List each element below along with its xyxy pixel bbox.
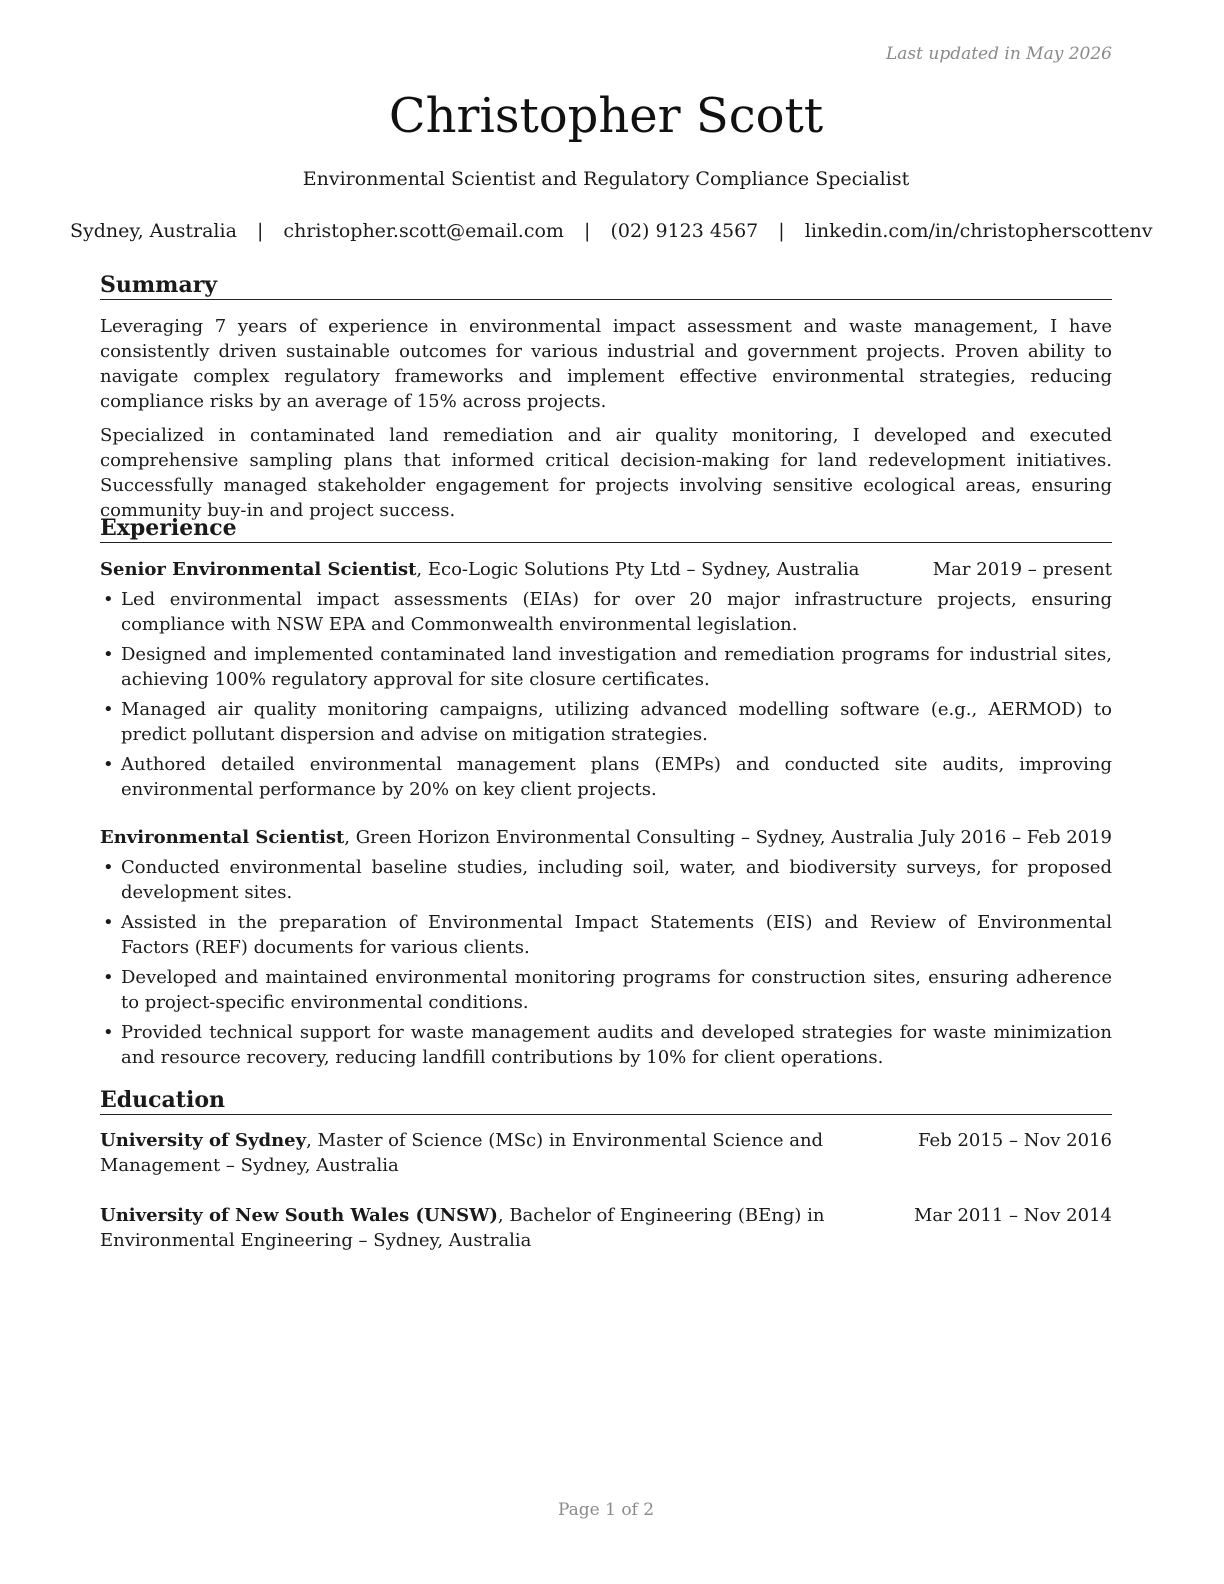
contact-separator: | — [256, 220, 264, 242]
last-updated-note: Last updated in May 2026 — [885, 44, 1112, 64]
job-bullet — [100, 855, 1112, 905]
bullet-icon: • — [103, 912, 114, 933]
summary-paragraph: Specialized in contaminated land remediation and air quality monitoring, I developed and executed comprehensive sampling plans that informed critical decision-making for land redevelopment initiatives. Successfully managed stakeholder engagement for projects involving sensitive ecological areas, ensuring community buy-in and project success. — [100, 425, 1112, 521]
job-org-location: , Eco-Logic Solutions Pty Ltd – Sydney, Australia — [416, 559, 860, 580]
bullet-icon: • — [103, 967, 114, 988]
job-bullet-text: Developed and maintained environmental monitoring programs for construction sites, ensuring adherence to project-specific environmental conditions. — [121, 967, 1112, 1013]
job-bullet — [100, 1020, 1112, 1070]
job-bullet — [100, 697, 1112, 747]
education-title-line — [100, 1203, 890, 1253]
education-details: , Bachelor of Engineering (BEng) in Environmental Engineering – Sydney, Australia — [100, 1205, 825, 1251]
section-title-experience: Experience — [100, 514, 1112, 543]
job-bullet-text: Conducted environmental baseline studies, including soil, water, and biodiversity surveys, for proposed development sites. — [121, 857, 1112, 903]
education-institution: University of Sydney — [100, 1130, 307, 1151]
contact-separator: | — [584, 220, 591, 242]
bullet-icon: • — [103, 644, 114, 665]
job-title-line — [100, 825, 914, 850]
section-title-summary: Summary — [100, 271, 1112, 300]
candidate-name: Christopher Scott — [388, 88, 824, 144]
education-institution: University of New South Wales (UNSW) — [100, 1205, 498, 1226]
summary-paragraph: Leveraging 7 years of experience in environmental impact assessment and waste management, I have consistently driven sustainable outcomes for various industrial and government projects. Proven ability to navigate complex regulatory frameworks and implement effective environmental strategies, reducing compliance risks by an average of 15% across projects. — [100, 316, 1112, 412]
education-dates: Mar 2011 – Nov 2014 — [913, 1205, 1112, 1226]
job-bullet — [100, 587, 1112, 637]
resume-page — [70, 0, 1153, 1584]
education-entry — [100, 1203, 1112, 1253]
education-details: , Master of Science (MSc) in Environmental Science and Management – Sydney, Australia — [100, 1130, 824, 1176]
contact-linkedin-link[interactable]: linkedin.com/in/christopherscottenv — [804, 220, 1153, 242]
page-number: Page 1 of 2 — [557, 1500, 655, 1520]
job-bullet-text: Led environmental impact assessments (EIAs) for over 20 major infrastructure projects, ensuring compliance with NSW EPA and Commonwealth environmental legislation. — [121, 589, 1112, 635]
education-entry — [100, 1128, 1112, 1178]
education-dates: Feb 2015 – Nov 2016 — [918, 1130, 1112, 1151]
job-bullet-text: Designed and implemented contaminated land investigation and remediation programs for industrial sites, achieving 100% regulatory approval for site closure certificates. — [121, 644, 1112, 690]
job-bullet-text: Managed air quality monitoring campaigns, utilizing advanced modelling software (e.g., AERMOD) to predict pollutant dispersion and advise on mitigation strategies. — [121, 699, 1112, 745]
job-dates: July 2016 – Feb 2019 — [920, 827, 1112, 848]
contact-line — [70, 219, 1153, 243]
job-bullet — [100, 910, 1112, 960]
job-bullet-list — [100, 587, 1112, 807]
job-bullet-list — [100, 855, 1112, 1075]
job-bullet — [100, 642, 1112, 692]
section-title-education: Education — [100, 1086, 1112, 1115]
job-bullet-text: Assisted in the preparation of Environmental Impact Statements (EIS) and Review of Environmental Factors (REF) documents for various clients. — [121, 912, 1112, 958]
candidate-headline: Environmental Scientist and Regulatory Compliance Specialist — [302, 168, 910, 190]
bullet-icon: • — [103, 589, 114, 610]
bullet-icon: • — [103, 857, 114, 878]
bullet-icon: • — [103, 1022, 114, 1043]
contact-email-link[interactable]: christopher.scott@email.com — [283, 220, 564, 242]
education-title-line — [100, 1128, 890, 1178]
contact-separator: | — [778, 220, 785, 242]
bullet-icon: • — [103, 754, 114, 775]
job-title-line — [100, 557, 859, 582]
job-role: Environmental Scientist — [100, 827, 345, 848]
job-dates: Mar 2019 – present — [932, 559, 1112, 580]
contact-location: Sydney, Australia — [70, 220, 237, 242]
job-bullet-text: Provided technical support for waste management audits and developed strategies for waste minimization and resource recovery, reducing landfill contributions by 10% for client operations. — [121, 1022, 1112, 1068]
bullet-icon: • — [103, 699, 114, 720]
job-bullet-text: Authored detailed environmental management plans (EMPs) and conducted site audits, improving environmental performance by 20% on key client projects. — [121, 754, 1112, 800]
job-org-location: , Green Horizon Environmental Consulting – Sydney, Australia — [344, 827, 914, 848]
job-bullet — [100, 752, 1112, 802]
job-bullet — [100, 965, 1112, 1015]
contact-phone: (02) 9123 4567 — [610, 220, 759, 242]
job-role: Senior Environmental Scientist — [100, 559, 417, 580]
